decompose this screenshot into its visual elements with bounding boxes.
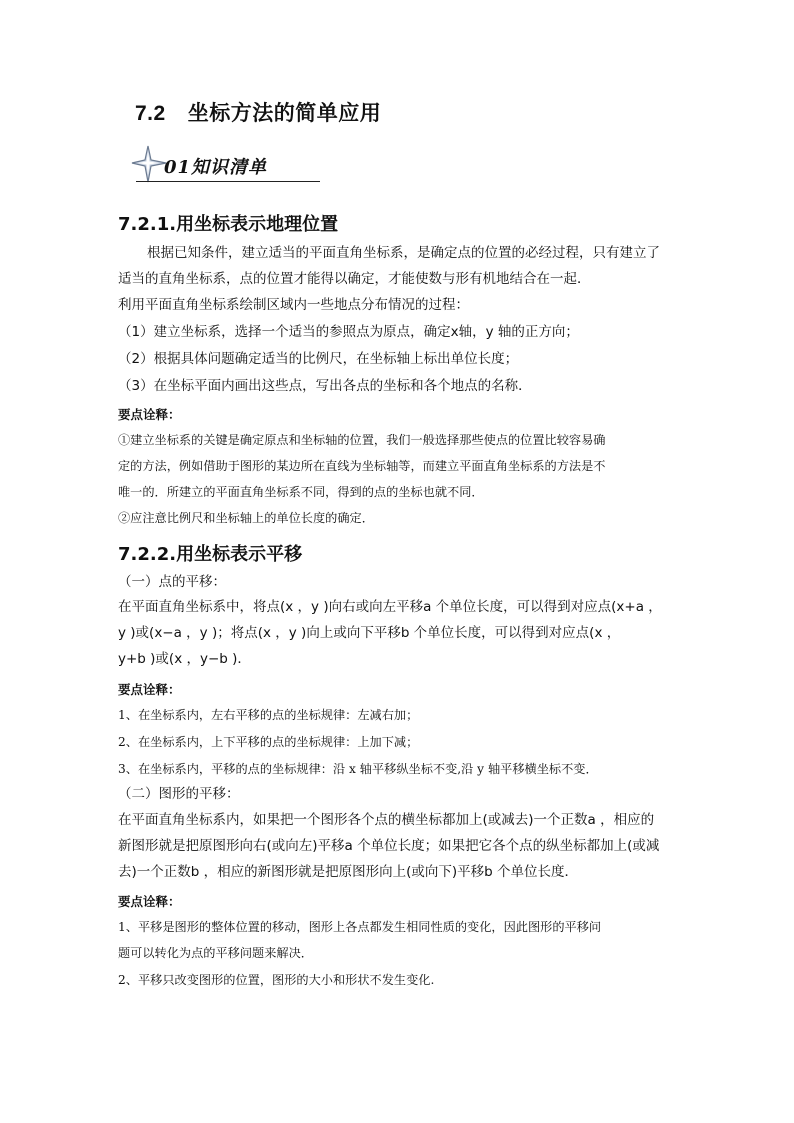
note-heading: 要点诠释：	[118, 894, 181, 909]
paragraph-line: 去)一个正数b ，相应的新图形就是把原图形向上(或向下)平移b 个单位长度．	[118, 864, 579, 880]
paragraph-line: 适当的直角坐标系，点的位置才能得以确定，才能使数与形有机地结合在一起．	[118, 271, 591, 287]
note-line: ①建立坐标系的关键是确定原点和坐标轴的位置，我们一般选择那些使点的位置比较容易确	[118, 433, 606, 447]
banner-underline	[136, 181, 320, 182]
subheading: （一）点的平移：	[118, 574, 226, 590]
step-item: （2）根据具体问题确定适当的比例尺，在坐标轴上标出单位长度；	[118, 351, 519, 367]
section-heading-1: 7.2.1.用坐标表示地理位置	[118, 214, 339, 235]
paragraph-line: y )或(x−a ，y )；将点(x ，y )向上或向下平移b 个单位长度，可以得到对应点(x ，	[118, 625, 621, 641]
paragraph-line: 在平面直角坐标系内，如果把一个图形各个点的横坐标都加上(或减去)一个正数a ，相应的	[118, 812, 655, 828]
title-text: 坐标方法的简单应用	[187, 102, 382, 125]
note-heading: 要点诠释：	[118, 407, 181, 422]
paragraph-line: 利用平面直角坐标系绘制区域内一些地点分布情况的过程：	[118, 297, 469, 313]
title-number: 7.2	[135, 102, 166, 125]
note-line: 题可以转化为点的平移问题来解决．	[118, 946, 313, 960]
paragraph-line: 新图形就是把原图形向右(或向左)平移a 个单位长度；如果把它各个点的纵坐标都加上(或减	[118, 838, 660, 854]
section-banner	[130, 144, 320, 186]
paragraph-line: y+b )或(x ，y−b )．	[118, 651, 251, 667]
note-line: 1、在坐标系内，左右平移的点的坐标规律：左减右加；	[118, 708, 419, 722]
note-line: 1、平移是图形的整体位置的移动，图形上各点都发生相同性质的变化，因此图形的平移问	[118, 920, 602, 934]
paragraph-line: 根据已知条件，建立适当的平面直角坐标系，是确定点的位置的必经过程，只有建立了	[147, 245, 660, 261]
note-line: ②应注意比例尺和坐标轴上的单位长度的确定．	[118, 511, 374, 525]
paragraph-line: 在平面直角坐标系中，将点(x ，y )向右或向左平移a 个单位长度，可以得到对应点(x+a ，	[118, 599, 662, 615]
note-line: 3、在坐标系内，平移的点的坐标规律：沿 x 轴平移纵坐标不变,沿 y 轴平移横坐标不变．	[118, 762, 598, 776]
note-heading: 要点诠释：	[118, 682, 181, 697]
subheading: （二）图形的平移：	[118, 786, 240, 802]
step-item: （3）在坐标平面内画出这些点，写出各点的坐标和各个地点的名称．	[118, 378, 532, 394]
note-line: 2、平移只改变图形的位置，图形的大小和形状不发生变化.	[118, 973, 435, 987]
note-line: 唯一的．所建立的平面直角坐标系不同，得到的点的坐标也就不同．	[118, 485, 484, 499]
note-line: 定的方法，例如借助于图形的某边所在直线为坐标轴等，而建立平面直角坐标系的方法是不	[118, 459, 606, 473]
page-title	[135, 97, 381, 127]
section-heading-2: 7.2.2.用坐标表示平移	[118, 544, 303, 565]
note-line: 2、在坐标系内，上下平移的点的坐标规律：上加下减；	[118, 735, 419, 749]
banner-label: 01知识清单	[164, 157, 268, 178]
step-item: （1）建立坐标系，选择一个适当的参照点为原点，确定x轴，y 轴的正方向；	[118, 324, 579, 340]
